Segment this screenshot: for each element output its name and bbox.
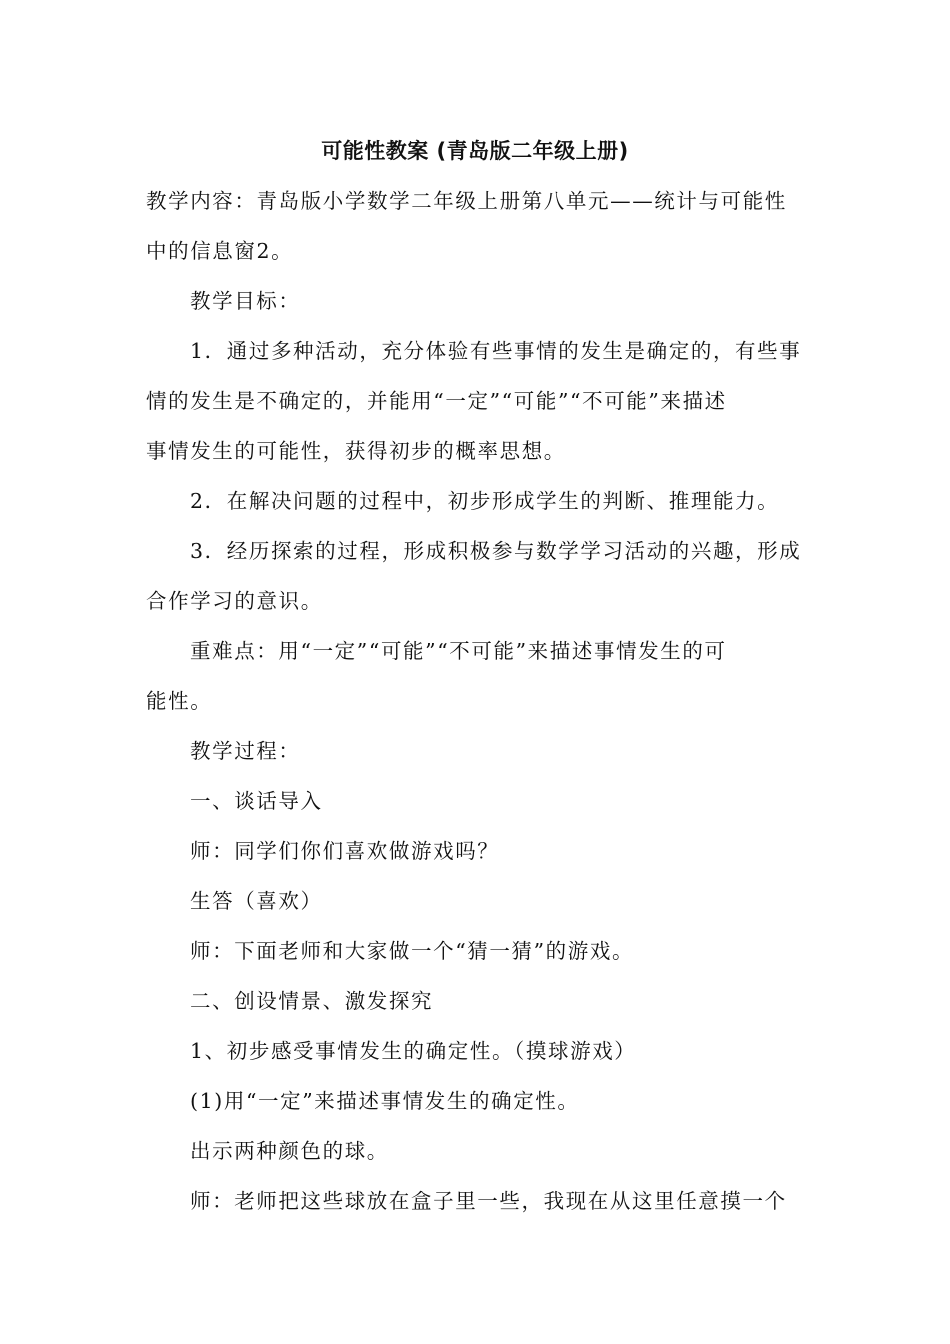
section-heading: 二、创设情景、激发探究: [190, 989, 434, 1013]
paragraph-line: 中的信息窗2。: [146, 239, 294, 263]
paragraph-line: 情的发生是不确定的，并能用“一定”“可能”“不可能”来描述: [146, 389, 727, 413]
paragraph-line: 师：老师把这些球放在盒子里一些，我现在从这里任意摸一个: [190, 1189, 787, 1213]
paragraph-line: 师：下面老师和大家做一个“猜一猜”的游戏。: [190, 939, 635, 963]
paragraph-line: 1、初步感受事情发生的确定性。（摸球游戏）: [190, 1039, 637, 1063]
paragraph-line: 教学内容：青岛版小学数学二年级上册第八单元——统计与可能性: [146, 189, 787, 213]
paragraph-line: (1)用“一定”来描述事情发生的确定性。: [190, 1089, 580, 1113]
section-heading: 教学过程：: [190, 739, 301, 763]
paragraph-line: 1．通过多种活动，充分体验有些事情的发生是确定的，有些事: [190, 339, 802, 363]
paragraph-line: 师：同学们你们喜欢做游戏吗？: [190, 839, 500, 863]
paragraph-line: 2．在解决问题的过程中，初步形成学生的判断、推理能力。: [190, 489, 780, 513]
paragraph-line: 重难点：用“一定”“可能”“不可能”来描述事情发生的可: [190, 639, 727, 663]
paragraph-line: 事情发生的可能性，获得初步的概率思想。: [146, 439, 566, 463]
paragraph-line: 能性。: [146, 689, 213, 713]
paragraph-line: 生答（喜欢）: [190, 889, 323, 913]
paragraph-line: 出示两种颜色的球。: [190, 1139, 389, 1163]
document-title: 可能性教案 (青岛版二年级上册): [321, 139, 629, 163]
section-heading: 教学目标：: [190, 289, 301, 313]
paragraph-line: 3．经历探索的过程，形成积极参与数学学习活动的兴趣，形成: [190, 539, 802, 563]
paragraph-line: 合作学习的意识。: [146, 589, 323, 613]
section-heading: 一、谈话导入: [190, 789, 323, 813]
